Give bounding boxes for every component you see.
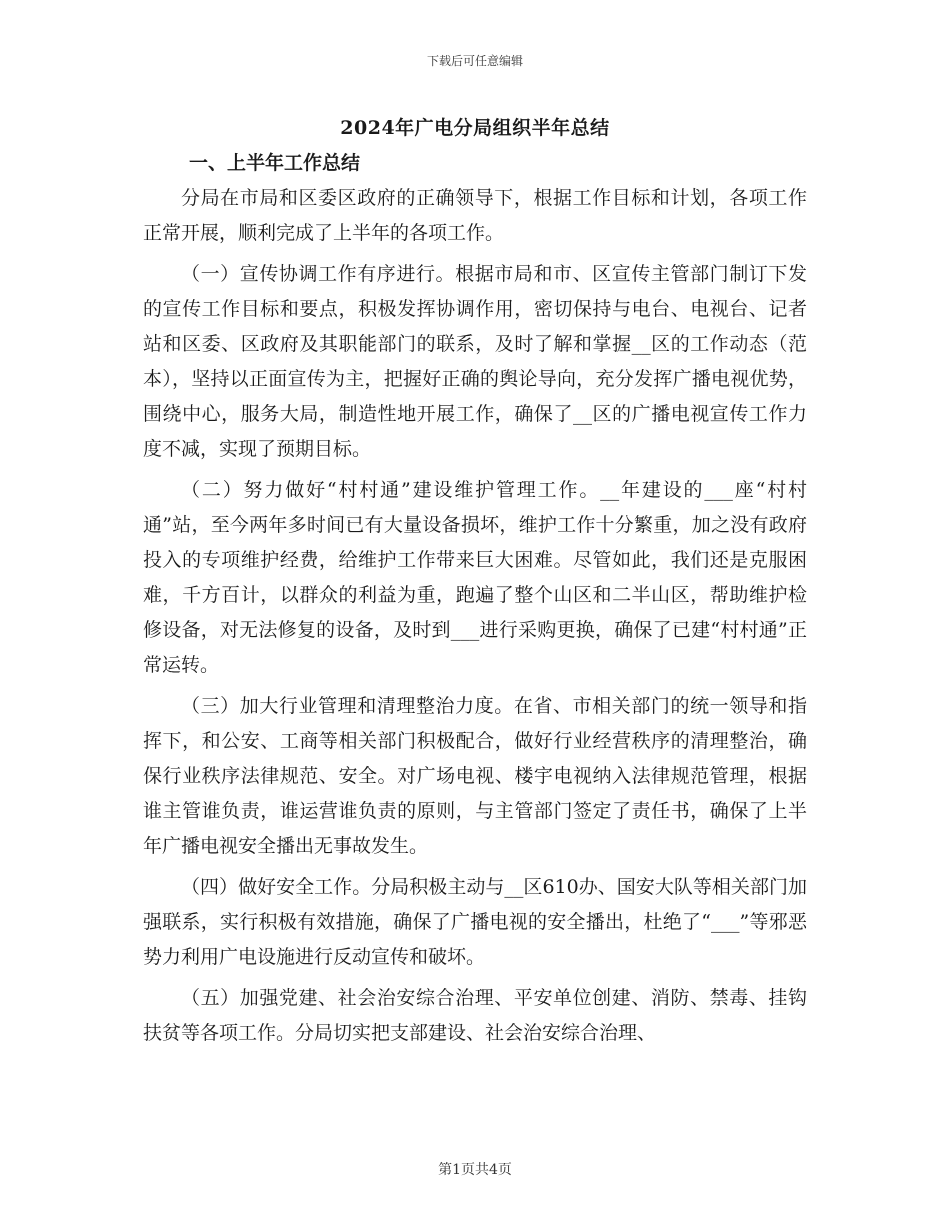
paragraph-industry-management: （三）加大行业管理和清理整治力度。在省、市相关部门的统一领导和指挥下，和公安、工商等相关部门积极配合，做好行业经营秩序的清理整治，确保行业秩序法律规范、安全。对广场电视、楼宇电视纳入法律规范管理，根据谁主管谁负责，谁运营谁负责的原则，与主管部门签定了责任书，确保了上半年广播电视安全播出无事故发生。: [143, 695, 807, 857]
page-footer: 第1页共4页: [438, 1162, 512, 1178]
section-heading: 一、上半年工作总结: [189, 152, 361, 174]
paragraph-party-building: （五）加强党建、社会治安综合治理、平安单位创建、消防、禁毒、挂钩扶贫等各项工作。分局切实把支部建设、社会治安综合治理、: [143, 987, 807, 1044]
document-body: [143, 146, 807, 1051]
page-header: 下载后可任意编辑: [426, 54, 523, 68]
paragraph-village-coverage: （二）努力做好“村村通”建设维护管理工作。__年建设的___座“村村通”站，至今两年多时间已有大量设备损坏，维护工作十分繁重，加之没有政府投入的专项维护经费，给维护工作带来巨大困难。尽管如此，我们还是克服困难，千方百计，以群众的利益为重，跑遍了整个山区和二半山区，帮助维护检修设备，对无法修复的设备，及时到___进行采购更换，确保了已建“村村通”正常运转。: [143, 479, 807, 676]
document-title: 2024年广电分局组织半年总结: [340, 117, 610, 139]
paragraph-intro: 分局在市局和区委区政府的正确领导下，根据工作目标和计划，各项工作正常开展，顺利完成了上半年的各项工作。: [143, 187, 807, 244]
paragraph-publicity: （一）宣传协调工作有序进行。根据市局和市、区宣传主管部门制订下发的宣传工作目标和要点，积极发挥协调作用，密切保持与电台、电视台、记者站和区委、区政府及其职能部门的联系，及时了解和掌握__区的工作动态（范本），坚持以正面宣传为主，把握好正确的舆论导向，充分发挥广播电视优势，围绕中心，服务大局，制造性地开展工作，确保了__区的广播电视宣传工作力度不减，实现了预期目标。: [143, 263, 807, 460]
paragraph-safety: （四）做好安全工作。分局积极主动与__区610办、国安大队等相关部门加强联系，实行积极有效措施，确保了广播电视的安全播出，杜绝了“___”等邪恶势力利用广电设施进行反动宣传和破坏。: [143, 876, 807, 968]
